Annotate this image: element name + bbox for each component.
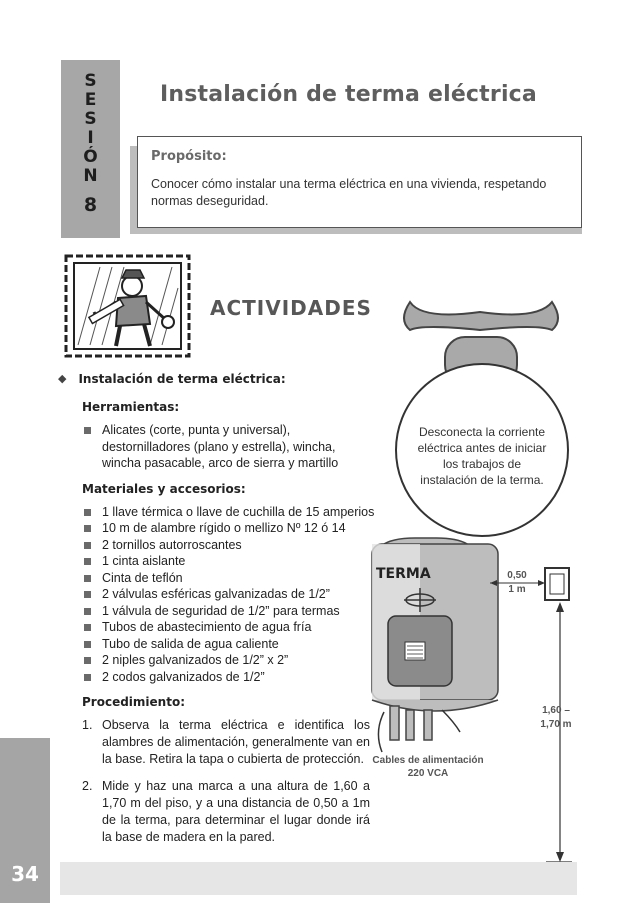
- warning-text: Desconecta la corriente eléctrica antes de iniciar los trabajos de instalación de la terma.: [417, 425, 547, 487]
- cables-label-line1: Cables de alimentación: [372, 755, 484, 766]
- session-letter: E: [84, 90, 97, 110]
- list-item: Alicates (corte, punta y universal), destornilladores (plano y estrella), wincha, wincha pasacable, arco de sierra y martillo: [82, 422, 370, 472]
- cables-label-line2: 220 VCA: [407, 768, 449, 779]
- session-letter: N: [83, 166, 98, 186]
- list-item: 10 m de alambre rígido o mellizo Nº 12 ó 14: [82, 520, 370, 537]
- list-item: Tubo de salida de agua caliente: [82, 636, 370, 653]
- purpose-label: Propósito:: [151, 149, 227, 164]
- main-content: [58, 372, 375, 856]
- tools-heading: Herramientas:: [82, 400, 180, 414]
- list-item: 1 válvula de seguridad de 1/2” para termas: [82, 603, 370, 620]
- list-item: 2 codos galvanizados de 1/2”: [82, 669, 370, 686]
- session-letter: Ó: [83, 147, 98, 167]
- distance-label: [494, 569, 540, 597]
- page-title: Instalación de terma eléctrica: [160, 82, 537, 107]
- session-letter: I: [87, 128, 94, 148]
- tools-list: [82, 422, 370, 472]
- list-item: 2 niples galvanizados de 1/2” x 2”: [82, 652, 370, 669]
- step-number: 1.: [82, 718, 93, 732]
- materials-heading: Materiales y accesorios:: [82, 481, 246, 496]
- list-item: 2 tornillos autorroscantes: [82, 537, 370, 554]
- heater-label: TERMA: [376, 566, 431, 582]
- list-item: 2 válvulas esféricas galvanizadas de 1/2”: [82, 586, 370, 603]
- section-title-text: Instalación de terma eléctrica:: [78, 372, 286, 386]
- height-label-line2: 1,70 m: [540, 719, 572, 730]
- materials-list: [82, 504, 375, 686]
- step-number: 2.: [82, 779, 93, 793]
- purpose-text: Conocer cómo instalar una terma eléctrica en una vivienda, respetando normas deseguridad.: [151, 177, 547, 208]
- cable-icon: [378, 712, 384, 752]
- height-label: [528, 704, 584, 732]
- list-item: 1 cinta aislante: [82, 553, 370, 570]
- session-number: 8: [83, 194, 98, 216]
- procedure-step: [82, 717, 370, 768]
- step-text: Mide y haz una marca a una altura de 1,60 a 1,70 m del piso, y a una distancia de 0,50 a 1m de la terma, para determinar el lugar donde irá la base de madera en la pared.: [102, 779, 370, 844]
- footer-bar: [60, 862, 577, 895]
- session-tab: [61, 60, 120, 238]
- page-number: 34: [11, 862, 39, 886]
- procedure-heading: Procedimiento:: [82, 695, 185, 709]
- list-item: Tubos de abastecimiento de agua fría: [82, 619, 370, 636]
- step-text: Observa la terma eléctrica e identifica los alambres de alimentación, generalmente van en la base. Retira la tapa o cubierta de protección.: [102, 718, 370, 766]
- purpose-box: [137, 136, 582, 228]
- wall-socket-icon: [545, 568, 569, 600]
- activities-heading: ACTIVIDADES: [210, 296, 372, 320]
- worker-stamp-illustration: [60, 250, 195, 362]
- switch-handle-icon: [404, 302, 558, 330]
- list-item: 1 llave térmica o llave de cuchilla de 15 amperios: [82, 504, 370, 521]
- session-letter: S: [84, 71, 97, 91]
- list-item: Cinta de teflón: [82, 570, 370, 587]
- section-title: [58, 372, 370, 386]
- installation-figure: [360, 282, 630, 872]
- session-letter: S: [84, 109, 97, 129]
- pipe-icon: [390, 706, 399, 740]
- distance-label-line1: 0,50: [507, 570, 527, 581]
- cables-label: [368, 754, 488, 780]
- diamond-bullet-icon: ◆: [58, 372, 67, 385]
- procedure-step: [82, 778, 370, 846]
- procedure-steps: [82, 717, 370, 846]
- height-label-line1: 1,60 –: [542, 705, 570, 716]
- distance-label-line2: 1 m: [508, 584, 526, 595]
